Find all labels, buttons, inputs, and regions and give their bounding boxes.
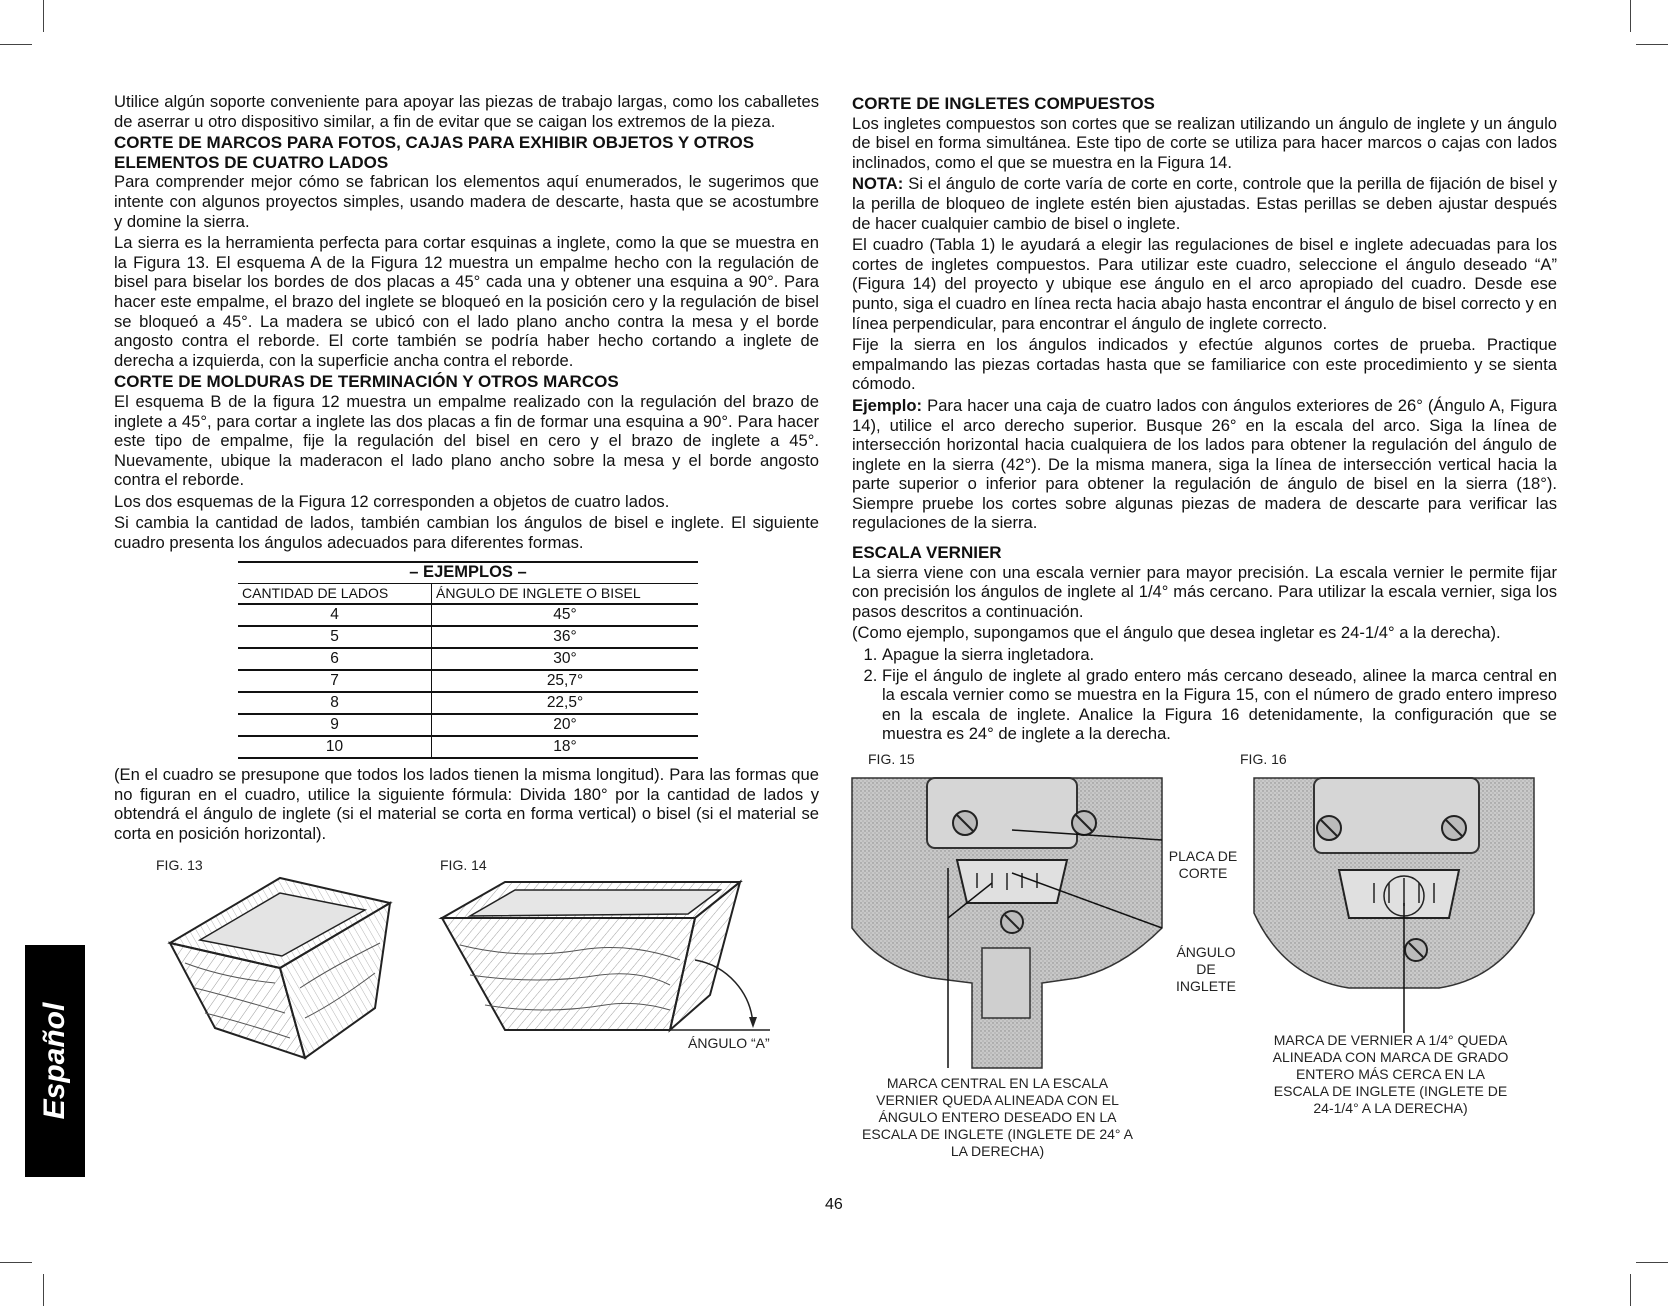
fig15-vernier-illustration bbox=[852, 778, 1162, 1068]
left-column bbox=[114, 92, 819, 846]
table-cell: 20° bbox=[432, 714, 699, 736]
table-header: CANTIDAD DE LADOS bbox=[238, 583, 432, 604]
example-label: Ejemplo: bbox=[852, 395, 923, 415]
section-title-molduras: CORTE DE MOLDURAS DE TERMINACIÓN Y OTROS MARCOS bbox=[114, 372, 619, 392]
table-row bbox=[238, 692, 698, 714]
fig13-box-illustration bbox=[160, 868, 420, 1063]
list-item: 2. Fije el ángulo de inglete al grado entero más cercano deseado, alinee la marca central en la escala vernier como se muestra en la Figura 15, con el número de grado entero impreso en la escala de inglete. Analice la Figura 16 detenidamente, la configuración que se muestra es 24° de inglete a la derecha. bbox=[882, 666, 1557, 744]
right-column bbox=[852, 92, 1557, 745]
crop-mark bbox=[0, 1262, 32, 1263]
table-cell: 36° bbox=[432, 626, 699, 648]
note-paragraph bbox=[852, 174, 1557, 233]
example-text: Para hacer una caja de cuatro lados con ángulos exteriores de 26° (Ángulo A, Figura 14), utilice el arco derecho superior. Busque 26° en la escala del arco. Siga la línea de intersección horizontal hacia cualquiera de los lados para obtener la regulación del ángulo de inglete en la sierra (42°). De la misma manera, siga la línea de intersección vertical hacia la parte superior o inferior para obtener la regulación de ángulo de bisel en la sierra (18°). Siempre pruebe los cortes sobre algunas piezas de madera de descarte para verificar las regulaciones de la sierra. bbox=[852, 395, 1557, 533]
note-text: Si el ángulo de corte varía de corte en corte, controle que la perilla de fijación de bisel y la perilla de bloqueo de inglete estén bien ajustadas. Estas perillas se deben ajustar después de hacer cualquier cambio de bisel o inglete. bbox=[852, 174, 1557, 233]
paragraph: Para comprender mejor cómo se fabrican los elementos aquí enumerados, le sugerimos que intente con algunos proyectos simples, usando madera de descarte, hasta que se acostumbre y domine la sierra. bbox=[114, 172, 819, 231]
callout-marca-central: MARCA CENTRAL EN LA ESCALA VERNIER QUEDA ALINEADA CON EL ÁNGULO ENTERO DESEADO EN LA ESCALA DE INGLETE (INGLETE DE 24° A LA DERECHA) bbox=[862, 1075, 1133, 1159]
language-tab bbox=[25, 945, 85, 1177]
list-item: 1. Apague la sierra ingletadora. bbox=[882, 645, 1557, 665]
paragraph: Los ingletes compuestos son cortes que se realizan utilizando un ángulo de inglete y un ángulo de bisel en forma simultánea. Este tipo de corte se utiliza para hacer marcos o cajas con lados inclinados, como el que se muestra en la Figura 14. bbox=[852, 113, 1557, 172]
fig14-label: FIG. 14 bbox=[440, 857, 487, 873]
steps-list bbox=[852, 645, 1557, 744]
table-cell: 10 bbox=[238, 736, 432, 758]
fig16-vernier-illustration bbox=[1254, 778, 1534, 1033]
paragraph: (Como ejemplo, supongamos que el ángulo que desea ingletar es 24-1/4° a la derecha). bbox=[852, 623, 1501, 643]
table-cell: 7 bbox=[238, 670, 432, 692]
crop-mark bbox=[43, 0, 44, 32]
table-row bbox=[238, 736, 698, 758]
fig14-sloped-box-illustration bbox=[440, 870, 780, 1055]
table-caption: – EJEMPLOS – bbox=[238, 562, 698, 584]
callout-marca-de-vernier: MARCA DE VERNIER A 1/4° QUEDA ALINEADA CON MARCA DE GRADO ENTERO MÁS CERCA EN LA ESCALA DE INGLETE (INGLETE DE 24-1/4° A LA DERECHA) bbox=[1272, 1032, 1509, 1116]
table-header: ÁNGULO DE INGLETE O BISEL bbox=[432, 583, 699, 604]
crop-mark bbox=[0, 44, 32, 45]
table-cell: 8 bbox=[238, 692, 432, 714]
table-cell: 45° bbox=[432, 604, 699, 626]
crop-mark bbox=[1630, 0, 1631, 32]
table-cell: 5 bbox=[238, 626, 432, 648]
table-cell: 18° bbox=[432, 736, 699, 758]
paragraph: La sierra viene con una escala vernier para mayor precisión. La escala vernier le permite fijar con precisión los ángulos de inglete al 1/4° más cercano. Para utilizar la escala vernier, siga los pasos descritos a continuación. bbox=[852, 562, 1557, 621]
section-title-ingletes-compuestos: CORTE DE INGLETES COMPUESTOS bbox=[852, 94, 1155, 113]
table-row bbox=[238, 648, 698, 670]
page-number: 46 bbox=[825, 1196, 843, 1213]
section-title-escala-vernier: ESCALA VERNIER bbox=[852, 543, 1002, 563]
section-title-marcos: CORTE DE MARCOS PARA FOTOS, CAJAS PARA EXHIBIR OBJETOS Y OTROS ELEMENTOS DE CUATRO LADOS bbox=[114, 133, 755, 172]
examples-table bbox=[238, 561, 698, 760]
paragraph: Fije la sierra en los ángulos indicados y efectúe algunos cortes de prueba. Practique empalmando las piezas cortadas hasta que se familiarice con este procedimiento y se sienta cómodo. bbox=[852, 335, 1557, 394]
table-cell: 9 bbox=[238, 714, 432, 736]
fig15-label: FIG. 15 bbox=[868, 751, 915, 767]
paragraph: Los dos esquemas de la Figura 12 corresponden a objetos de cuatro lados. bbox=[114, 491, 670, 511]
paragraph: Si cambia la cantidad de lados, también cambian los ángulos de bisel e inglete. El siguiente cuadro presenta los ángulos adecuados para diferentes formas. bbox=[114, 513, 819, 553]
callout-angulo-de-inglete: ÁNGULO DE INGLETE bbox=[1176, 944, 1236, 994]
crop-mark bbox=[1636, 44, 1668, 45]
table-row bbox=[238, 626, 698, 648]
paragraph: El esquema B de la figura 12 muestra un empalme realizado con la regulación del brazo de inglete a 45°, para cortar a inglete las dos placas a fin de formar una esquina a 90°. Para hacer este tipo de empalme, fije la regulación del bisel en cero y el brazo de inglete a 45°. Nuevamente, ubique la maderacon el lado plano ancho sobre la mesa y el borde angosto contra el reborde. bbox=[114, 391, 819, 490]
table-cell: 25,7° bbox=[432, 670, 699, 692]
table-cell: 6 bbox=[238, 648, 432, 670]
table-cell: 22,5° bbox=[432, 692, 699, 714]
paragraph: (En el cuadro se presupone que todos los lados tienen la misma longitud). Para las formas que no figuran en el cuadro, utilice la siguiente fórmula: Divida 180° por la cantidad de lados y obtendrá el ángulo de inglete (si el material se corta en forma vertical) o bisel (si el material se corta en posición horizontal). bbox=[114, 765, 819, 844]
table-cell: 30° bbox=[432, 648, 699, 670]
table-row bbox=[238, 670, 698, 692]
fig13-label: FIG. 13 bbox=[156, 857, 203, 873]
note-label: NOTA: bbox=[852, 174, 904, 194]
crop-mark bbox=[1630, 1274, 1631, 1306]
crop-mark bbox=[1636, 1262, 1668, 1263]
paragraph: La sierra es la herramienta perfecta para cortar esquinas a inglete, como la que se muestra en la Figura 13. El esquema A de la Figura 12 muestra un empalme hecho con la regulación de bisel para biselar los bordes de dos placas a 45° cada una y obtener una esquina a 90°. Para hacer este empalme, el brazo del inglete se bloqueó en la posición cero y la regulación de bisel se bloqueó a 45°. La madera se ubicó con el lado plano ancho contra la mesa y el borde angosto contra el reborde. El corte también se podría haber hecho cortando a inglete de derecha a izquierda, con la superficie ancha contra el reborde. bbox=[114, 233, 819, 370]
callout-placa-de-corte: PLACA DE CORTE bbox=[1168, 848, 1238, 881]
language-tab-label: Español bbox=[38, 1002, 71, 1120]
angle-a-label: ÁNGULO “A” bbox=[688, 1035, 770, 1051]
intro-paragraph: Utilice algún soporte conveniente para apoyar las piezas de trabajo largas, como los caballetes de aserrar u otro dispositivo similar, a fin de evitar que se caigan los extremos de la pieza. bbox=[114, 92, 819, 131]
table-row bbox=[238, 604, 698, 626]
table-row bbox=[238, 714, 698, 736]
crop-mark bbox=[43, 1274, 44, 1306]
example-paragraph bbox=[852, 396, 1557, 533]
paragraph: El cuadro (Tabla 1) le ayudará a elegir las regulaciones de bisel e inglete adecuadas para los cortes de ingletes compuestos. Para utilizar este cuadro, seleccione el ángulo deseado “A” (Figura 14) del proyecto y ubique ese ángulo en el arco apropiado del cuadro. Desde ese punto, siga el cuadro en línea recta hacia abajo hasta encontrar el ángulo de bisel correcto y en línea perpendicular, para encontrar el ángulo de inglete correcto. bbox=[852, 235, 1557, 333]
fig16-label: FIG. 16 bbox=[1240, 751, 1287, 767]
table-cell: 4 bbox=[238, 604, 432, 626]
